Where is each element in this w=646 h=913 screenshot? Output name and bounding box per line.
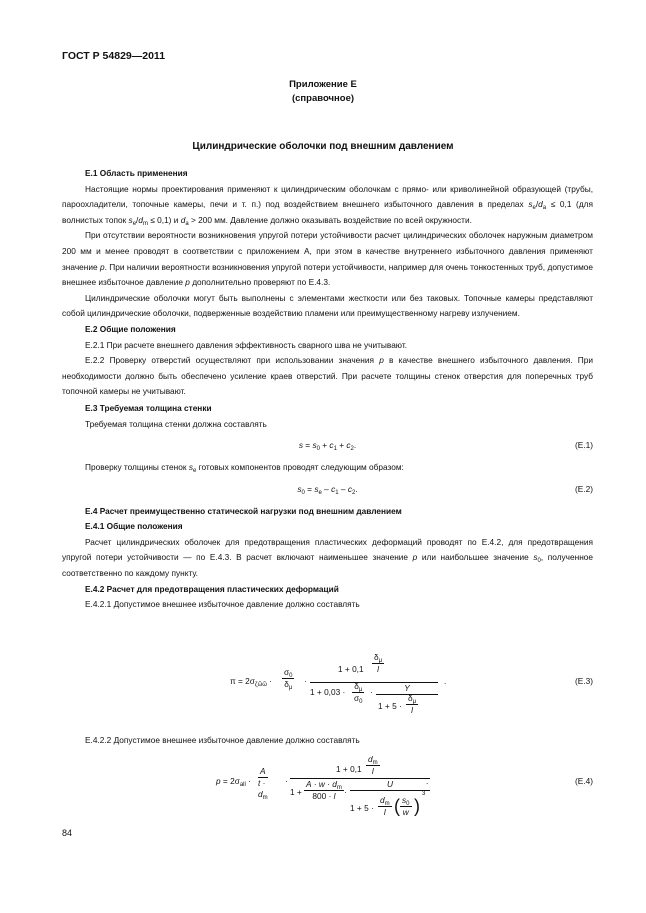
equation-e3-frac1: $\frac{\sigma_0}{\delta_\mu}$ [284, 667, 293, 691]
page-number: 84 [62, 828, 73, 838]
heading-e1: Е.1 Область применения [85, 168, 188, 178]
equation-e2 [62, 476, 593, 504]
paragraph-e3-1: Требуемая толщина стенки должна составлять [85, 418, 267, 429]
equation-e1-number: (Е.1) [575, 440, 593, 451]
paragraph-e1-3: Цилиндрические оболочки могут быть выполнены с элементами жесткости или без таковых. Топочные камеры представляют собой цилиндрические оболочки, подверженные воздействию пламени или преимущественному нагреву излучением. [62, 292, 593, 319]
standard-header: ГОСТ Р 54829—2011 [62, 50, 166, 62]
appendix-title: Приложение Е [289, 79, 357, 90]
equation-e2-number: (Е.2) [575, 483, 593, 494]
equation-e3-frac2: 1 + 0,1 $\frac{\delta_\mu}{l}$ 1 + 0,03 · $\frac{\delta_\mu}{\sigma_0}$ · Y 1 + 5 · $\frac{\delta_\mu}{l}$ [310, 652, 438, 723]
paragraph-e2-1: Е.2.1 При расчете внешнего давления эффективность сварного шва не учитывают. [85, 339, 408, 350]
equation-e4-lhs: $p = 2\sigma_{all}$ · [216, 776, 251, 788]
paragraph-e4-2-2: Е.4.2.2 Допустимое внешнее избыточное давление должно составлять [85, 735, 360, 745]
paragraph-e3-2: Проверку толщины стенок $s_e$ готовых компонентов проводят следующим образом: [85, 462, 404, 475]
equation-e1-formula: $s = s_0 + c_1 + c_2$. [298, 440, 357, 453]
heading-e4-2: Е.4.2 Расчет для предотвращения пластических деформаций [85, 583, 339, 594]
document-body [62, 166, 593, 613]
paragraph-e4-2-1: Е.4.2.1 Допустимое внешнее избыточное давление должно составлять [85, 599, 360, 610]
equation-e3-number: (Е.3) [575, 676, 593, 686]
section-title: Цилиндрические оболочки под внешним давлением [192, 141, 454, 152]
equation-e4-number: (Е.4) [575, 776, 593, 786]
heading-e4: Е.4 Расчет преимущественно статической нагрузки под внешним давлением [85, 505, 402, 516]
equation-e2-formula: $s_0 = s_e - c_1 - c_2$. [297, 483, 358, 496]
paragraph-e4-1: Расчет цилиндрических оболочек для предотвращения пластических деформаций проводят по Е.4.2, для предотвращения упругой потери устойчивости — по Е.4.3. В расчет включают наименьшее значение p или наибольшее значение $s_0$, полученное соответственно по каждому пункту. [62, 536, 594, 579]
paragraph-e1-1: Настоящие нормы проектирования применяют к цилиндрическим оболочкам с прямо- или криволинейной образующей (трубы, пароохладители, топочные камеры, печи и т. п.) под воздействием внешнего избыточного давления в пределах $s_e/d_a \le 0,1$ (для волнистых топок $s_e/d_m \le 0,1$) и $d_a > 200$ мм. Давление должно оказывать воздействие по всей окружности. [62, 183, 593, 227]
equation-e4-frac1: $\frac{A}{t \cdot d_m}$ [258, 766, 268, 801]
heading-e3: Е.3 Требуемая толщина стенки [85, 402, 212, 413]
heading-e4-1: Е.4.1 Общие положения [85, 521, 183, 532]
equation-e4-frac2: 1 + 0,1 $\frac{d_m}{l}$ 1 + $\frac{A \cdot w \cdot d_m}{800 \cdot l}$ · U 1 + 5 · $\frac{d_m}{l}$ ( $\frac{s_0}{w}$ ) 3 [290, 756, 430, 829]
appendix-note: (справочное) [291, 93, 355, 104]
equation-e3-lhs: $\pi = 2\sigma_{\zeta ῶῶ}$ · [230, 676, 273, 688]
heading-e2: Е.2 Общие положения [85, 323, 176, 334]
appendix-label [0, 78, 646, 106]
paragraph-e2-2: Е.2.2 Проверку отверстий осуществляют при использовании значения p в качестве внешнего избыточного давления. При необходимости должно быть обеспечено усиление краев отверстий. При расчете толщины стенок отверстия для поперечных труб топочной камеры не учитывают. [62, 355, 594, 397]
paragraph-e1-2: При отсутствии вероятности возникновения упругой потери устойчивости расчет цилиндрических оболочек наружным диаметром 200 мм и менее проводят в соответствии с приложением А, при этом в качестве внутреннего избыточного давления применяют значение p. При наличии вероятности возникновения упругой потери устойчивости, например для очень тонкостенных труб, допустимое внешнее избыточное давление p дополнительно проверяют по Е.4.3. [62, 230, 593, 288]
equation-e1 [62, 432, 593, 460]
